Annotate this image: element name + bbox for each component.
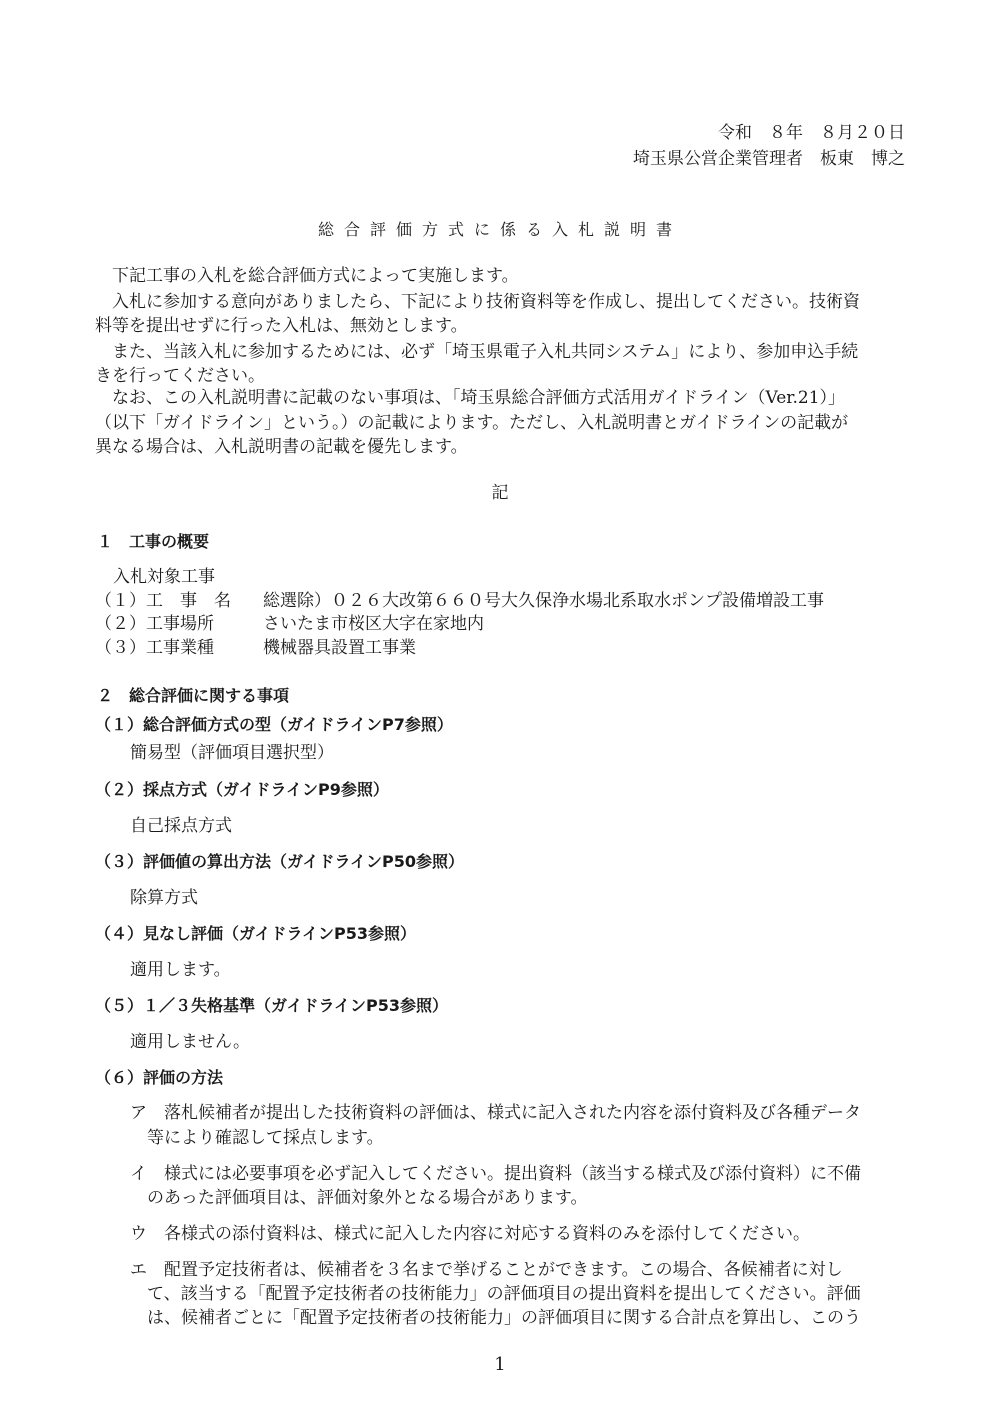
project-item [95, 589, 824, 613]
document-date: 令和 ８年 ８月２０日 [718, 123, 905, 143]
subsection-body: 適用します。 [130, 960, 231, 980]
evaluation-item-line: イ 様式には必要事項を必ず記入してください。提出資料（該当する様式及び添付資料）に不備 [130, 1164, 861, 1184]
subsection-body: 簡易型（評価項目選択型） [130, 743, 334, 763]
subsection-heading: （４）見なし評価（ガイドラインP53参照） [95, 924, 417, 943]
intro-line: 入札に参加する意向がありましたら、下記により技術資料等を作成し、提出してください。技術資 [95, 292, 860, 312]
evaluation-item-line: のあった評価項目は、評価対象外となる場合があります。 [147, 1188, 588, 1208]
page-number: 1 [494, 1354, 506, 1375]
intro-line: 異なる場合は、入札説明書の記載を優先します。 [95, 437, 468, 457]
intro-line: きを行ってください。 [95, 366, 265, 386]
project-item-label: （１）工 事 名 [95, 591, 231, 611]
document-title: 総合評価方式に係る入札説明書 [317, 220, 682, 239]
intro-line: 下記工事の入札を総合評価方式によって実施します。 [95, 266, 519, 286]
subsection-heading: （２）採点方式（ガイドラインP9参照） [95, 780, 389, 799]
intro-line: なお、この入札説明書に記載のない事項は、「埼玉県総合評価方式活用ガイドライン（Ver.21）」 [95, 388, 846, 408]
ki-marker: 記 [491, 483, 509, 503]
subsection-heading: （６）評価の方法 [95, 1068, 224, 1087]
intro-line: また、当該入札に参加するためには、必ず「埼玉県電子入札共同システム」により、参加申込手続 [95, 342, 859, 362]
evaluation-item-line: 等により確認して採点します。 [147, 1128, 384, 1148]
project-item [95, 612, 484, 636]
evaluation-item-line: て、該当する「配置予定技術者の技術能力」の評価項目の提出資料を提出してください。評価 [147, 1284, 861, 1304]
project-item-label: （３）工事業種 [95, 638, 214, 658]
intro-line: 料等を提出せずに行った入札は、無効とします。 [95, 316, 468, 336]
project-item-label: （２）工事場所 [95, 614, 214, 634]
evaluation-item-line: ウ 各様式の添付資料は、様式に記入した内容に対応する資料のみを添付してください。 [130, 1224, 810, 1244]
project-item [95, 636, 416, 660]
evaluation-item-line: は、候補者ごとに「配置予定技術者の技術能力」の評価項目に関する合計点を算出し、このう [147, 1308, 861, 1328]
subsection-body: 除算方式 [130, 888, 198, 908]
subsection-heading: （５）１／３失格基準（ガイドラインP53参照） [95, 996, 449, 1015]
subsection-heading: （１）総合評価方式の型（ガイドラインP7参照） [95, 715, 453, 734]
section-subheading: 入札対象工事 [113, 567, 215, 587]
project-item-value: 機械器具設置工事業 [263, 638, 416, 658]
subsection-body: 適用しません。 [130, 1032, 251, 1052]
evaluation-item-line: ア 落札候補者が提出した技術資料の評価は、様式に記入された内容を添付資料及び各種データ [130, 1103, 861, 1123]
intro-line: （以下「ガイドライン」という。）の記載によります。ただし、入札説明書とガイドラインの記載が [95, 413, 849, 433]
subsection-body: 自己採点方式 [130, 816, 232, 836]
subsection-heading: （３）評価値の算出方法（ガイドラインP50参照） [95, 852, 465, 871]
section-heading: ２ 総合評価に関する事項 [97, 686, 290, 705]
project-item-value: さいたま市桜区大字在家地内 [263, 614, 484, 634]
project-item-value: 総選除）０２６大改第６６０号大久保浄水場北系取水ポンプ設備増設工事 [263, 591, 824, 611]
evaluation-item-line: エ 配置予定技術者は、候補者を３名まで挙げることができます。この場合、各候補者に対し [130, 1260, 843, 1280]
section-heading: １ 工事の概要 [97, 532, 210, 551]
issuer-name: 埼玉県公営企業管理者 板東 博之 [633, 149, 905, 169]
